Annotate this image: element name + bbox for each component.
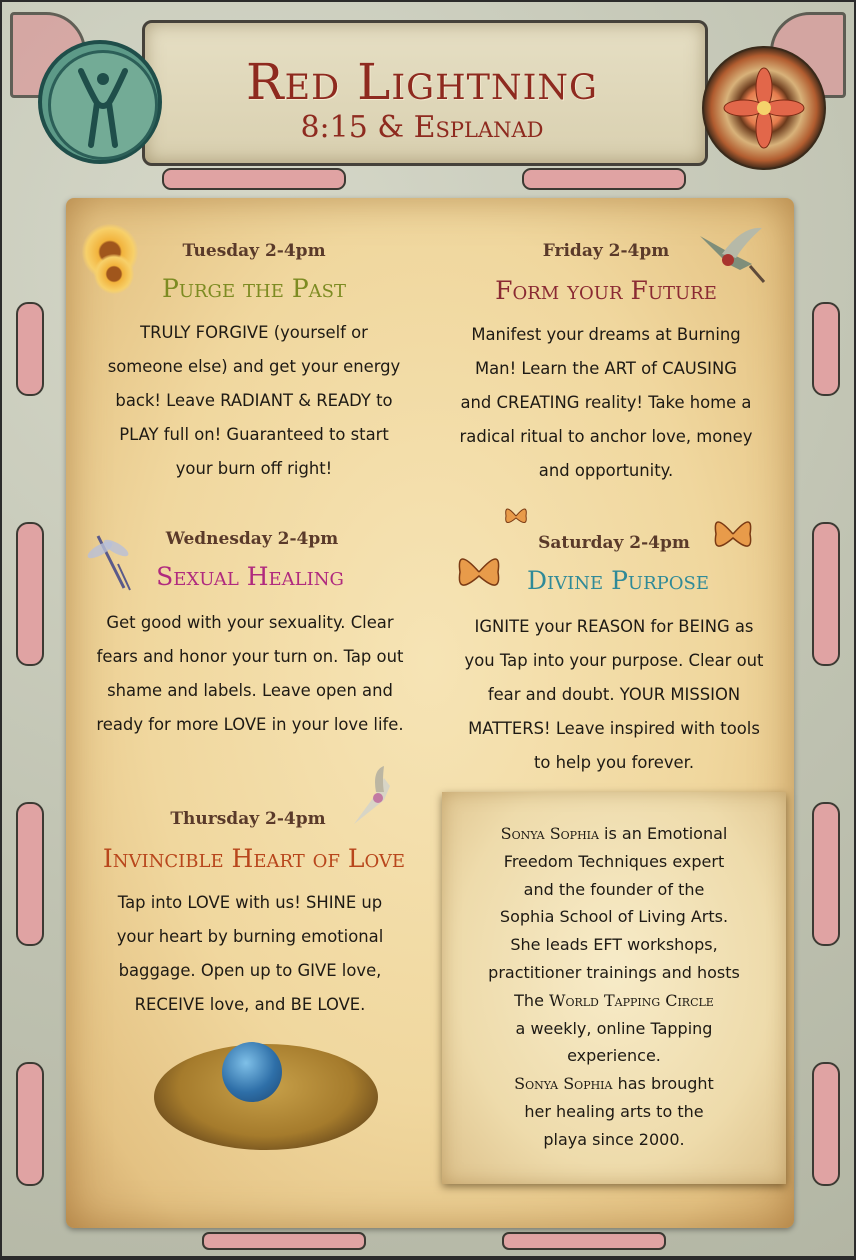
- description-line: Tap into LOVE with us! SHINE up: [117, 893, 383, 912]
- session-title-invincible-heart: Invincible Heart of Love: [102, 844, 406, 873]
- session-description-saturday: [442, 610, 786, 780]
- frame-pink-segment: [16, 1062, 44, 1186]
- frame-pink-segment: [522, 168, 686, 190]
- session-day-wednesday: Wednesday 2-4pm: [165, 529, 339, 549]
- description-line: PLAY full on! Guaranteed to start: [119, 425, 389, 444]
- bio-line: playa since 2000.: [543, 1129, 685, 1149]
- session-title-form-your-future: Form your Future: [495, 276, 717, 305]
- session-day-saturday: Saturday 2-4pm: [538, 533, 690, 553]
- frame-pink-segment: [502, 1232, 666, 1250]
- description-line: back! Leave RADIANT & READY to: [115, 391, 393, 410]
- flyer-page: [2, 2, 854, 1256]
- frame-pink-segment: [16, 302, 44, 396]
- bio-line: a weekly, online Tapping: [515, 1018, 713, 1038]
- description-line: fears and honor your turn on. Tap out: [96, 647, 404, 666]
- frame-pink-segment: [812, 522, 840, 666]
- frame-pink-segment: [202, 1232, 366, 1250]
- bio-line: [456, 987, 772, 1015]
- butterfly-icon: [502, 502, 530, 530]
- description-line: radical ritual to anchor love, money: [459, 427, 753, 446]
- bio-line-text: The: [514, 990, 549, 1010]
- bio-line: Freedom Techniques expert: [503, 851, 725, 871]
- mandala-icon: [702, 46, 826, 170]
- frame-pink-segment: [812, 302, 840, 396]
- session-description-wednesday: [78, 606, 422, 742]
- session-title-purge-the-past: Purge the Past: [162, 274, 346, 303]
- session-day-tuesday: Tuesday 2-4pm: [182, 241, 326, 261]
- description-line: TRULY FORGIVE (yourself or: [140, 323, 368, 342]
- description-line: and CREATING reality! Take home a: [460, 393, 752, 412]
- bio-line-text: has brought: [612, 1074, 714, 1094]
- bio-text: [456, 820, 772, 1154]
- bio-line: Sophia School of Living Arts.: [499, 907, 729, 927]
- frame-pink-segment: [812, 1062, 840, 1186]
- description-line: to help you forever.: [533, 753, 695, 772]
- frame-pink-segment: [16, 802, 44, 946]
- frame-pink-segment: [162, 168, 346, 190]
- bio-line: experience.: [567, 1046, 661, 1066]
- bio-line: She leads EFT workshops,: [510, 935, 718, 955]
- bio-line: [456, 1070, 772, 1098]
- description-line: fear and doubt. YOUR MISSION: [487, 685, 741, 704]
- session-description-thursday: [78, 886, 422, 1022]
- bio-name: Sonya Sophia: [500, 824, 599, 843]
- description-line: and opportunity.: [538, 461, 674, 480]
- bio-name: Sonya Sophia: [514, 1074, 613, 1094]
- session-day-thursday: Thursday 2-4pm: [170, 809, 326, 829]
- logo-figure-icon: [38, 40, 162, 164]
- description-line: IGNITE your REASON for BEING as: [474, 617, 754, 636]
- frame-pink-segment: [16, 522, 44, 666]
- description-line: Man! Learn the ART of CAUSING: [475, 359, 737, 378]
- session-description-friday: [436, 318, 776, 488]
- frame-pink-segment: [812, 802, 840, 946]
- bio-line: [456, 820, 772, 848]
- bio-line-text: is an Emotional: [598, 824, 728, 843]
- description-line: your burn off right!: [175, 459, 333, 478]
- description-line: someone else) and get your energy: [107, 357, 401, 376]
- description-line: you Tap into your purpose. Clear out: [464, 651, 764, 670]
- session-title-sexual-healing: Sexual Healing: [156, 562, 344, 591]
- description-line: Get good with your sexuality. Clear: [106, 613, 394, 632]
- description-line: Manifest your dreams at Burning: [471, 325, 741, 344]
- description-line: ready for more LOVE in your love life.: [96, 715, 404, 734]
- description-line: shame and labels. Leave open and: [107, 681, 393, 700]
- description-line: RECEIVE love, and BE LOVE.: [134, 995, 366, 1014]
- bio-line: and the founder of the: [523, 879, 705, 899]
- session-day-friday: Friday 2-4pm: [542, 241, 670, 261]
- bio-program-name: World Tapping Circle: [549, 990, 714, 1010]
- session-description-tuesday: [84, 316, 424, 486]
- description-line: your heart by burning emotional: [116, 927, 384, 946]
- description-line: MATTERS! Leave inspired with tools: [468, 719, 760, 738]
- bio-line: practitioner trainings and hosts: [488, 962, 740, 982]
- page-subtitle: 8:15 & Esplanad: [300, 110, 544, 145]
- page-title: Red Lightning: [245, 53, 599, 111]
- description-line: baggage. Open up to GIVE love,: [118, 961, 382, 980]
- globe-icon: [222, 1042, 282, 1102]
- bio-line: her healing arts to the: [524, 1101, 704, 1121]
- session-title-divine-purpose: Divine Purpose: [527, 566, 709, 595]
